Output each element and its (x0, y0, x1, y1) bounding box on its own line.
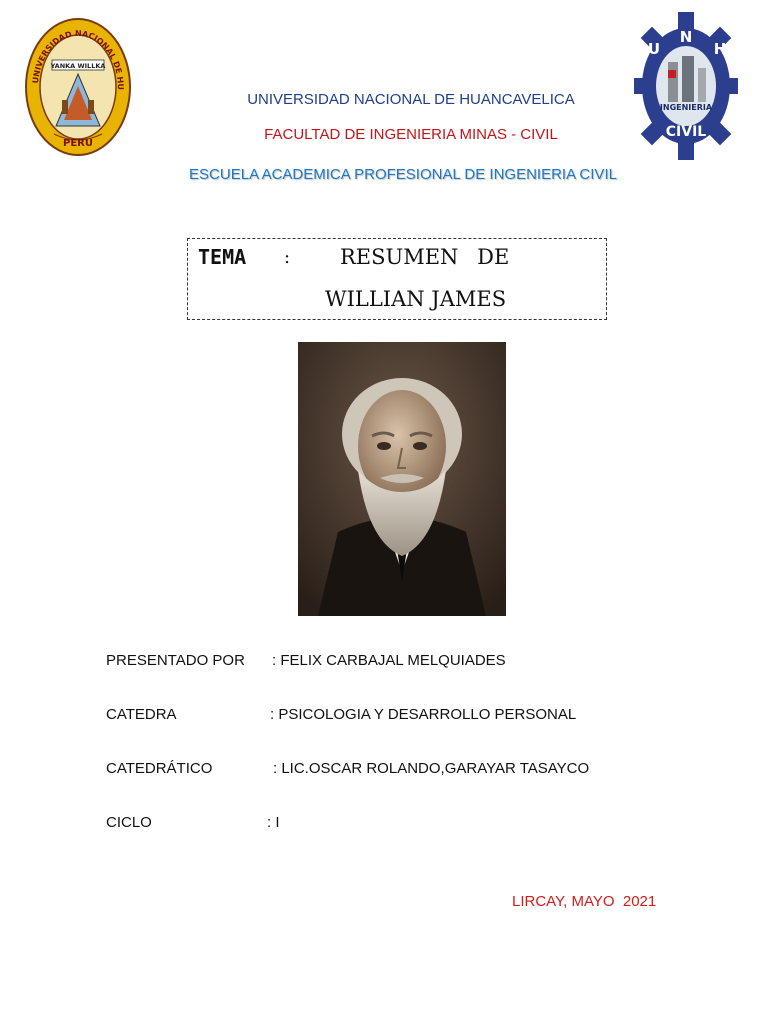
place-date: LIRCAY, MAYO 2021 (512, 893, 657, 910)
catedra-value: : PSICOLOGIA Y DESARROLLO PERSONAL (270, 706, 577, 723)
gear-letter-n: N (679, 28, 693, 46)
seal-banner-text: YANKA WILLKA (50, 62, 106, 70)
tema-colon: : (284, 247, 291, 268)
gear-letter-u: U (647, 40, 661, 58)
gear-civil-text: CIVIL (665, 124, 707, 140)
presented-by-value: : FELIX CARBAJAL MELQUIADES (272, 652, 506, 669)
presented-by-label: PRESENTADO POR (106, 652, 245, 669)
school-name: ESCUELA ACADEMICA PROFESIONAL DE INGENIERIA CIVIL (189, 166, 617, 183)
seal-arc-text: UNIVERSIDAD NACIONAL DE HU (31, 28, 126, 90)
catedra-label: CATEDRA (106, 706, 177, 723)
ciclo-label: CICLO (106, 814, 152, 831)
gear-letter-h: H (713, 40, 727, 58)
catedratico-value: : LIC.OSCAR ROLANDO,GARAYAR TASAYCO (273, 760, 590, 777)
university-name: UNIVERSIDAD NACIONAL DE HUANCAVELICA (247, 91, 575, 108)
tema-title-line-1: RESUMEN DE (340, 245, 510, 269)
tema-box (187, 238, 607, 320)
seal-peru-text: PERU (63, 138, 93, 149)
gear-label-text: INGENIERIA (659, 103, 713, 112)
faculty-name: FACULTAD DE INGENIERIA MINAS - CIVIL (264, 126, 558, 143)
catedratico-label: CATEDRÁTICO (106, 760, 213, 777)
ciclo-value: : I (267, 814, 280, 831)
tema-label: TEMA (198, 245, 247, 269)
tema-title-line-2: WILLIAN JAMES (325, 287, 507, 311)
portrait-photo (298, 342, 506, 616)
